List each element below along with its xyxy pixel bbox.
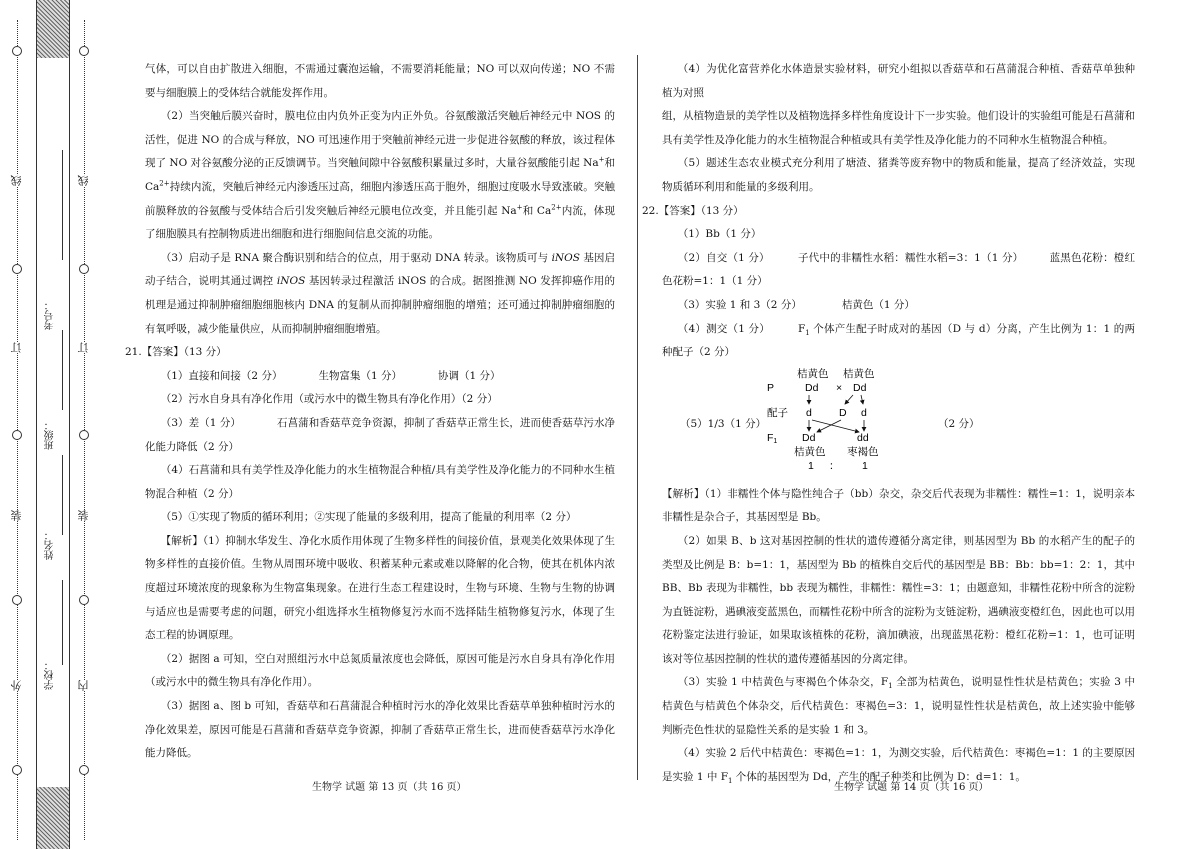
class-field-line: [62, 330, 63, 410]
punch-hole: [79, 264, 89, 274]
text-run: （4）实验 2 后代中桔黄色：枣褐色=1：1，为测交实验，后代桔黄色：枣褐色=1：1 的主要原因是实验 1 中 F: [662, 747, 1135, 783]
gamete-1: d: [806, 406, 812, 419]
paragraph: [145, 247, 615, 341]
offspring-2-genotype: dd: [857, 431, 869, 444]
text-run: 和 Ca: [145, 157, 615, 193]
genetic-cross-diagram: [767, 365, 927, 483]
text-run: 和 Ca: [522, 204, 552, 217]
paragraph: [145, 105, 615, 247]
gene-name: iNOS: [276, 275, 306, 288]
name-field-line: [62, 455, 63, 535]
punch-hole: [12, 595, 22, 605]
answer-line: [662, 318, 1135, 365]
subscript: 1: [888, 682, 893, 691]
answer-line: （1）Bb（1 分）: [677, 228, 762, 241]
id-field-label: 考号：: [45, 300, 56, 330]
answer-line: （5）①实现了物质的循环利用；②实现了能量的多级利用，提高了能量的利用率（2 分）: [160, 511, 577, 524]
offspring-1-phenotype: 桔黄色: [794, 445, 826, 458]
punch-hole: [12, 46, 22, 56]
text-run: （3）实验 1 和 3（2 分）: [677, 298, 802, 311]
answer-line: [662, 247, 1135, 294]
hatch-top: [36, 0, 70, 58]
text-run: 蓝黑色花粉：橙红色花粉=1：1（1 分）: [662, 251, 1135, 288]
text-run: 子代中的非糯性水稻：糯性水稻=3：1（1 分）: [797, 251, 1024, 264]
offspring-2-phenotype: 枣褐色: [847, 445, 879, 458]
inner-label-zhuang: 装: [77, 510, 90, 521]
paragraph: 组，从植物造景的美学性以及植物选择多样性角度设计下一步实验。他们设计的实验组可能是石菖蒲和具有美学性及净化能力的水生植物混合种植或具有美学性及净化能力的不同种水生植物混合种植。: [662, 110, 1135, 146]
school-field-label: 学校：: [45, 660, 56, 690]
ratio-2: 1: [862, 459, 868, 472]
outer-label-zhuang: 装: [10, 510, 23, 521]
ratio-separator: ：: [829, 459, 840, 472]
gamete-label: 配子: [767, 406, 788, 419]
text-run: 石菖蒲和香菇草竞争资源，抑制了香菇草正常生长，进而使香菇草污水净化能力降低（2 分）: [145, 416, 616, 453]
text-run: 基因启动子结合，说明其通过调控: [145, 251, 615, 288]
paragraph: 气体，可以自由扩散进入细胞，不需通过囊泡运输，不需要消耗能量；NO 可以双向传递；NO 不需要与细胞膜上的受体结合就能发挥作用。: [145, 63, 615, 99]
parent2-genotype: Dd: [853, 381, 867, 394]
text-run: 全部为桔黄色，说明显性性状是桔黄色；实验 3 中桔黄色与桔黄色个体杂交，后代桔黄色：枣褐色=3：1，说明显性性状是桔黄色，故上述实验中能够判断壳色性状的显隐性关系的是实验 1 和 3。: [662, 676, 1135, 736]
outer-label-wai: 外: [10, 680, 23, 691]
parent1-genotype: Dd: [805, 381, 819, 394]
superscript: +: [516, 203, 523, 212]
text-run: （2）自交（1 分）: [677, 251, 770, 264]
answer-line: [662, 294, 1135, 318]
p-label: P: [767, 381, 775, 394]
gamete-3: d: [861, 406, 867, 419]
f1-letter: F: [767, 431, 774, 444]
answer-line: （4）石菖蒲和具有美学性及净化能力的水生植物混合种植/具有美学性及净化能力的不同种水生植物混合种植（2 分）: [145, 464, 615, 500]
analysis-paragraph: （3）据图 a、图 b 可知，香菇草和石菖蒲混合种植时污水的净化效果比香菇草单独种植时污水的净化效果差，原因可能是石菖蒲和香菇草竞争资源，抑制了香菇草正常生长，进而使香菇草污水净化能力降低。: [145, 700, 615, 760]
diagram-score: （2 分）: [938, 417, 980, 430]
punch-hole: [79, 595, 89, 605]
question-22-heading: 22.【答案】（13 分）: [642, 204, 744, 217]
outer-label-xian: 线: [10, 175, 23, 186]
punch-hole: [79, 430, 89, 440]
text-run: （3）启动子是 RNA 聚合酶识别和结合的位点，用于驱动 DNA 转录。该物质可与: [160, 251, 552, 264]
punch-hole: [12, 765, 22, 775]
genetics-answer-5: [662, 365, 1135, 483]
gamete-2: D: [839, 406, 847, 419]
column-divider: [637, 55, 638, 780]
page-footer-right: 生物学 试题 第 14 页（共 16 页）: [834, 782, 989, 793]
punch-hole: [12, 264, 22, 274]
outer-label-ding: 订: [10, 342, 23, 353]
text-run: （3）实验 1 中桔黄色与枣褐色个体杂交，F: [677, 676, 889, 689]
superscript: 2+: [551, 203, 562, 212]
right-column: [642, 58, 1135, 789]
answer-line: （5）1/3（1 分）: [680, 417, 767, 430]
text-run: 内流，体现了细胞膜具有控制物质进出细胞和进行细胞间信息交流的功能。: [145, 204, 615, 241]
f1-label: [767, 432, 777, 445]
superscript: 2+: [159, 179, 170, 188]
analysis-paragraph: 【解析】（1）非糯性个体与隐性纯合子（bb）杂交，杂交后代表现为非糯性：糯性=1：1，说明亲本非糯性是杂合子，其基因型是 Bb。: [662, 487, 1135, 524]
text-run: （1）直接和间接（2 分）: [160, 369, 283, 382]
text-run: 持续内流，突触后神经元内渗透压过高，细胞内渗透压高于胞外，细胞过度吸水导致涨破。突触前膜释放的谷氨酸与受体结合后引发突触后神经元膜电位改变，并且能引起 Na: [145, 180, 615, 217]
offspring-1-genotype: Dd: [802, 431, 816, 444]
school-field-line: [62, 580, 63, 665]
binding-margin: [0, 0, 112, 849]
analysis-paragraph: （2）如果 B、b 这对基因控制的性状的遗传遵循分离定律，则基因型为 Bb 的水稻产生的配子的类型及比例是 B：b=1：1，基因型为 Bb 的植株自交后代的基因型是 BB：Bb：bb=1：2：1，其中 BB、Bb 表现为非糯性，bb 表现为糯性，非糯性：糯性=3：1；由题意知，非糯性花粉中所含的淀粉为直链淀粉，遇碘液变蓝黑色，而糯性花粉中所含的淀粉为支链淀粉，遇碘液变橙红色，因此也可以用花粉鉴定法进行验证，如果取该植株的花粉，滴加碘液，出现蓝黑花粉：橙红花粉=1：1，也可证明该对等位基因控制的性状的遗传遵循基因的分离定律。: [662, 534, 1135, 665]
page-footer-left: 生物学 试题 第 13 页（共 16 页）: [312, 782, 467, 793]
paragraph: （4）为优化富营养化水体造景实验材料，研究小组拟以香菇草和石菖蒲混合种植、香菇草单独种植为对照: [662, 63, 1135, 99]
text-run: 个体的基因型为 Dd，产生的配子种类和比例为 D：d=1：1。: [732, 770, 1026, 783]
parent2-phenotype: 桔黄色: [843, 367, 875, 380]
text-run: （3）差（1 分）: [160, 416, 241, 429]
text-run: 协调（1 分）: [437, 369, 501, 382]
punch-hole: [12, 430, 22, 440]
paragraph: （5）题述生态农业模式充分利用了塘渣、猪粪等废弃物中的物质和能量，提高了经济效益，实现物质循环利用和能量的多级利用。: [662, 157, 1135, 193]
inner-label-ding: 订: [77, 342, 90, 353]
cross-symbol: ×: [836, 381, 843, 394]
superscript: +: [598, 155, 605, 164]
id-field-line: [62, 150, 63, 260]
arrow: [845, 395, 853, 404]
gene-name: iNOS: [551, 251, 580, 264]
class-field-label: 班级：: [45, 420, 56, 450]
left-column: [125, 58, 616, 766]
punch-hole: [79, 46, 89, 56]
name-field-label: 姓名：: [45, 530, 56, 560]
ratio-1: 1: [808, 459, 814, 472]
answer-line: [145, 365, 615, 389]
analysis-paragraph: （2）据图 a 可知，空白对照组污水中总氮质量浓度也会降低，原因可能是污水自身具有净化作用（或污水中的微生物具有净化作用）。: [145, 652, 615, 689]
text-run: 生物富集（1 分）: [318, 369, 402, 382]
analysis-paragraph: 【解析】（1）抑制水华发生、净化水质作用体现了生物多样性的间接价值，景观美化效果体现了生物多样性的直接价值。生物从周围环境中吸收、积蓄某种元素或难以降解的化合物，使其在机体内浓度超过环境浓度的现象称为生物富集现象。在进行生态工程建设时，生物与环境、生物与生物的协调与适应也是需要考虑的问题，研究小组选择水生植物修复污水而不选择陆生植物修复污水，体现了生态工程的协调原理。: [145, 534, 615, 642]
text-run: 个体产生配子时成对的基因（D 与 d）分离，产生比例为 1：1 的两种配子（2 分）: [662, 322, 1135, 359]
text-run: 基因转录过程激活 iNOS 的合成。据图推测 NO 发挥抑癌作用的机理是通过抑制肿瘤细胞细胞核内 DNA 的复制从而抑制肿瘤细胞的增殖；还可通过抑制肿瘤细胞的有氧呼吸，减少能量供应，从而抑制肿瘤细胞增殖。: [145, 275, 615, 335]
subscript: 1: [727, 776, 733, 785]
punch-hole: [79, 765, 89, 775]
answer-line: （2）污水自身具有净化作用（或污水中的微生物具有净化作用）（2 分）: [160, 393, 498, 406]
text-run: F: [797, 322, 806, 335]
f1-subscript: 1: [773, 437, 778, 445]
text-run: 桔黄色（1 分）: [841, 298, 915, 311]
answer-line: [145, 412, 615, 459]
arrow: [812, 420, 859, 432]
hatch-bottom: [36, 787, 70, 849]
text-run: （2）当突触后膜兴奋时，膜电位由内负外正变为内正外负。谷氨酸激活突触后神经元中 NOS 的活性，促进 NO 的合成与释放，NO 可迅速作用于突触前神经元进一步促进谷氨酸的释放，该过程体现了 NO 对谷氨酸分泌的正反馈调节。当突触间隙中谷氨酸积累量过多时，大量谷氨酸能引起 Na: [145, 110, 615, 170]
parent1-phenotype: 桔黄色: [797, 367, 829, 380]
question-21-heading: 21.【答案】（13 分）: [125, 346, 227, 359]
inner-label-nei: 内: [77, 680, 90, 691]
subscript: 1: [805, 328, 810, 337]
arrow: [861, 395, 863, 404]
inner-label-xian: 线: [77, 175, 90, 186]
text-run: （4）测交（1 分）: [677, 322, 770, 335]
analysis-paragraph: [662, 671, 1135, 742]
